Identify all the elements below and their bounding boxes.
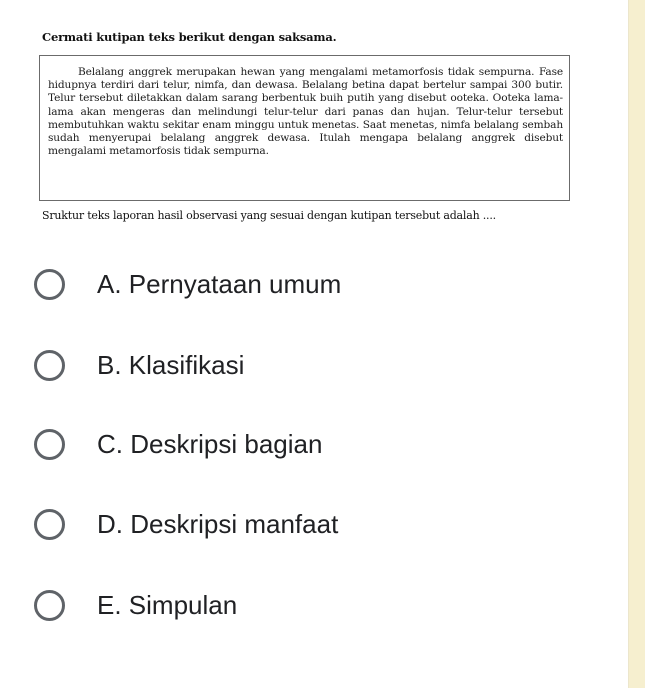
option-e[interactable]	[34, 585, 534, 625]
option-d[interactable]	[34, 504, 534, 544]
radio-unselected-icon[interactable]	[34, 429, 65, 460]
option-label: C. Deskripsi bagian	[97, 428, 323, 459]
radio-unselected-icon[interactable]	[34, 509, 65, 540]
passage-text: Belalang anggrek merupakan hewan yang mengalami metamorfosis tidak sempurna. Fase hidupnya terdiri dari telur, nimfa, dan dewasa. Belalang betina dapat bertelur sampai 300 butir. Telur tersebut diletakkan dalam sarang berbentuk buih putih yang disebut ooteka. Ooteka lama-lama akan mengeras dan melindungi telur-telur dari panas dan hujan. Telur-telur tersebut membutuhkan waktu sekitar enam minggu untuk menetas. Saat menetas, nimfa belalang sembah sudah menyerupai belalang anggrek dewasa. Itulah mengapa belalang anggrek disebut mengalami metamorfosis tidak sempurna.	[48, 66, 563, 158]
instruction-text: Cermati kutipan teks berikut dengan saksama.	[42, 30, 337, 44]
radio-unselected-icon[interactable]	[34, 590, 65, 621]
option-label: B. Klasifikasi	[97, 349, 245, 380]
question-text: Sruktur teks laporan hasil observasi yang sesuai dengan kutipan tersebut adalah ....	[42, 209, 496, 222]
option-a[interactable]	[34, 264, 534, 304]
radio-unselected-icon[interactable]	[34, 350, 65, 381]
right-edge-panel	[628, 0, 645, 688]
option-c[interactable]	[34, 424, 534, 464]
radio-unselected-icon[interactable]	[34, 269, 65, 300]
option-label: D. Deskripsi manfaat	[97, 508, 339, 539]
option-label: E. Simpulan	[97, 589, 238, 620]
option-label: A. Pernyataan umum	[97, 268, 342, 299]
option-b[interactable]	[34, 345, 534, 385]
